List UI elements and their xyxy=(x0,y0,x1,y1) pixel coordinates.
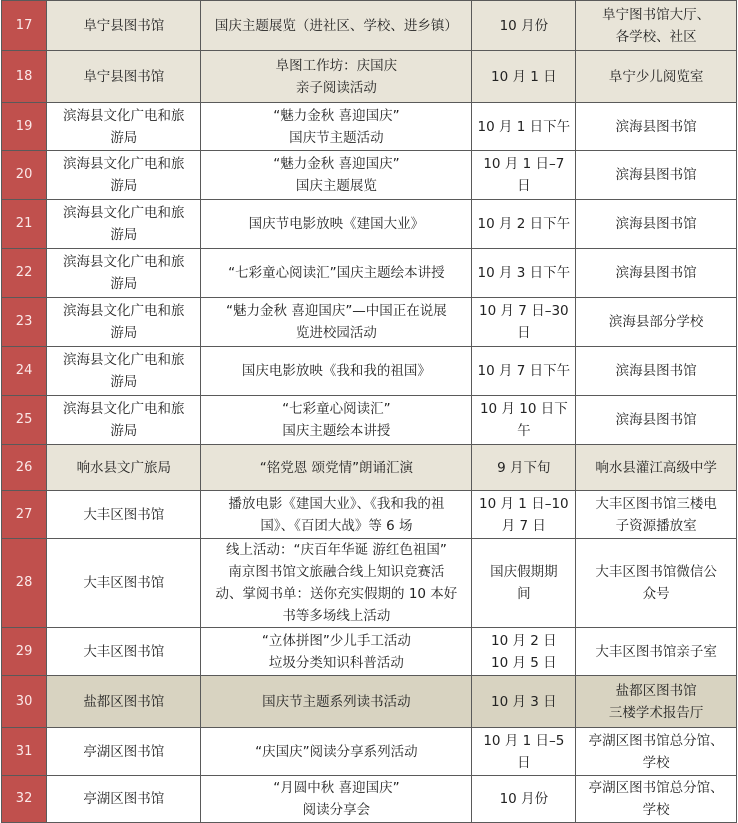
row-number: 29 xyxy=(2,628,47,676)
time-cell-line: 10 月 2 日 xyxy=(491,632,557,649)
row-number: 21 xyxy=(2,200,47,249)
time-cell xyxy=(472,676,576,728)
activity-cell-line: 亲子阅读活动 xyxy=(295,79,377,96)
venue-cell xyxy=(576,628,737,676)
table-row xyxy=(2,445,737,491)
organizer-cell xyxy=(47,539,201,628)
table-row xyxy=(2,628,737,676)
time-cell xyxy=(472,728,576,776)
table-row xyxy=(2,151,737,200)
time-cell xyxy=(472,776,576,823)
venue-cell-line: 三楼学术报告厅 xyxy=(608,704,704,721)
venue-cell xyxy=(576,539,737,628)
table-row xyxy=(2,51,737,103)
organizer-cell-line: 盐都区图书馆 xyxy=(83,693,165,710)
venue-cell-line: 子资源播放室 xyxy=(615,517,697,534)
time-cell-line: 国庆假期期 xyxy=(490,564,558,580)
activity-cell-line: 垃圾分类知识科普活动 xyxy=(268,654,404,671)
time-cell-line: 10 月 10 日下 xyxy=(479,401,568,417)
venue-cell-line: 响水县灌江高级中学 xyxy=(595,459,717,476)
activity-cell-line: 线上活动：“庆百年华诞 游红色祖国” xyxy=(226,542,447,558)
activity-cell xyxy=(201,539,472,628)
venue-cell-line: 众号 xyxy=(642,586,670,602)
organizer-cell-line: 阜宁县图书馆 xyxy=(83,17,165,34)
time-cell-line: 日 xyxy=(517,325,531,341)
activity-cell-line: “七彩童心阅读汇”国庆主题绘本讲授 xyxy=(228,265,445,281)
venue-cell xyxy=(576,151,737,200)
activity-cell-line: 国庆节主题系列读书活动 xyxy=(262,693,411,710)
organizer-cell xyxy=(47,445,201,491)
activity-cell xyxy=(201,51,472,103)
organizer-cell-line: 大丰区图书馆 xyxy=(83,506,165,523)
organizer-cell-line: 游局 xyxy=(110,374,138,390)
venue-cell xyxy=(576,728,737,776)
activity-cell-line: 国庆主题绘本讲授 xyxy=(282,423,391,439)
time-cell-line: 月 7 日 xyxy=(501,517,546,534)
row-number: 20 xyxy=(2,151,47,200)
time-cell-line: 间 xyxy=(517,586,531,602)
organizer-cell xyxy=(47,298,201,347)
events-table xyxy=(1,0,737,823)
organizer-cell-line: 大丰区图书馆 xyxy=(83,575,165,591)
time-cell-line: 10 月 7 日下午 xyxy=(477,363,571,379)
row-number: 19 xyxy=(2,103,47,151)
organizer-cell-line: 滨海县文化广电和旅 xyxy=(63,205,185,221)
time-cell-line: 10 月 1 日–7 xyxy=(483,156,565,172)
activity-cell xyxy=(201,396,472,445)
row-number: 18 xyxy=(2,51,47,103)
row-number: 26 xyxy=(2,445,47,491)
venue-cell-line: 阜宁少儿阅览室 xyxy=(608,68,704,85)
organizer-cell xyxy=(47,51,201,103)
activity-cell-line: “魅力金秋 喜迎国庆” xyxy=(273,156,400,172)
table-row xyxy=(2,676,737,728)
venue-cell-line: 滨海县图书馆 xyxy=(615,216,697,232)
venue-cell-line: 盐都区图书馆 xyxy=(615,682,697,699)
venue-cell xyxy=(576,347,737,396)
venue-cell-line: 学校 xyxy=(642,802,670,818)
venue-cell xyxy=(576,491,737,539)
row-number: 30 xyxy=(2,676,47,728)
activity-cell-line: “铭党恩 颂党情”朗诵汇演 xyxy=(259,459,414,476)
time-cell-line: 10 月 1 日下午 xyxy=(477,118,571,135)
organizer-cell-line: 滨海县文化广电和旅 xyxy=(63,107,185,124)
activity-cell-line: “魅力金秋 喜迎国庆”—中国正在说展 xyxy=(226,303,447,319)
time-cell-line: 10 月份 xyxy=(499,791,549,807)
activity-cell xyxy=(201,628,472,676)
time-cell xyxy=(472,51,576,103)
venue-cell-line: 滨海县图书馆 xyxy=(615,412,697,428)
table-row xyxy=(2,103,737,151)
time-cell-line: 10 月 1 日–10 xyxy=(479,495,569,512)
venue-cell xyxy=(576,1,737,51)
activity-cell-line: 南京图书馆文旅融合线上知识竞赛活 xyxy=(228,564,445,580)
time-cell xyxy=(472,491,576,539)
venue-cell xyxy=(576,298,737,347)
organizer-cell xyxy=(47,103,201,151)
activity-cell xyxy=(201,249,472,298)
organizer-cell xyxy=(47,728,201,776)
activity-cell-line: 播放电影《建国大业》、《我和我的祖 xyxy=(228,495,445,512)
row-number: 27 xyxy=(2,491,47,539)
time-cell-line: 10 月 1 日 xyxy=(491,68,557,85)
organizer-cell-line: 响水县文广旅局 xyxy=(76,459,172,476)
time-cell-line: 10 月 3 日下午 xyxy=(477,265,571,281)
activity-cell-line: 书等多场线上活动 xyxy=(282,608,391,624)
organizer-cell-line: 阜宁县图书馆 xyxy=(83,68,165,85)
organizer-cell-line: 滨海县文化广电和旅 xyxy=(63,352,185,368)
activity-cell-line: “月圆中秋 喜迎国庆” xyxy=(273,780,400,796)
time-cell-line: 10 月 1 日–5 xyxy=(483,732,565,749)
organizer-cell-line: 亭湖区图书馆 xyxy=(83,791,165,807)
organizer-cell-line: 游局 xyxy=(110,276,138,292)
organizer-cell-line: 游局 xyxy=(110,178,138,194)
row-number: 17 xyxy=(2,1,47,51)
organizer-cell-line: 游局 xyxy=(110,325,138,341)
activity-cell-line: 阜图工作坊：庆国庆 xyxy=(275,57,398,74)
activity-cell-line: “魅力金秋 喜迎国庆” xyxy=(273,107,400,124)
time-cell-line: 10 月 2 日下午 xyxy=(477,216,571,232)
time-cell xyxy=(472,249,576,298)
organizer-cell-line: 大丰区图书馆 xyxy=(83,643,165,660)
activity-cell-line: “庆国庆”阅读分享系列活动 xyxy=(255,743,418,760)
organizer-cell-line: 滨海县文化广电和旅 xyxy=(63,303,185,319)
venue-cell-line: 亭湖区图书馆总分馆、 xyxy=(588,732,724,749)
venue-cell-line: 亭湖区图书馆总分馆、 xyxy=(588,780,724,796)
time-cell xyxy=(472,103,576,151)
venue-cell-line: 滨海县图书馆 xyxy=(615,265,697,281)
row-number: 24 xyxy=(2,347,47,396)
activity-cell-line: 阅读分享会 xyxy=(302,802,371,818)
venue-cell-line: 各学校、社区 xyxy=(615,28,697,45)
time-cell xyxy=(472,298,576,347)
row-number: 22 xyxy=(2,249,47,298)
venue-cell-line: 滨海县图书馆 xyxy=(615,167,697,183)
venue-cell-line: 滨海县图书馆 xyxy=(615,118,697,135)
activity-cell xyxy=(201,347,472,396)
time-cell xyxy=(472,628,576,676)
activity-cell xyxy=(201,151,472,200)
organizer-cell-line: 游局 xyxy=(110,423,138,439)
activity-cell-line: 国庆电影放映《我和我的祖国》 xyxy=(241,363,431,379)
venue-cell xyxy=(576,249,737,298)
activity-cell-line: 国庆节电影放映《建国大业》 xyxy=(248,216,425,232)
row-number: 31 xyxy=(2,728,47,776)
organizer-cell-line: 滨海县文化广电和旅 xyxy=(63,401,185,417)
row-number: 23 xyxy=(2,298,47,347)
events-table-body xyxy=(2,1,737,823)
organizer-cell xyxy=(47,347,201,396)
organizer-cell xyxy=(47,776,201,823)
activity-cell xyxy=(201,776,472,823)
time-cell-line: 日 xyxy=(517,178,531,194)
row-number: 32 xyxy=(2,776,47,823)
table-row xyxy=(2,298,737,347)
venue-cell xyxy=(576,776,737,823)
venue-cell-line: 滨海县图书馆 xyxy=(615,363,697,379)
time-cell-line: 10 月 3 日 xyxy=(491,693,557,710)
time-cell-line: 10 月 7 日–30 xyxy=(479,303,569,319)
venue-cell xyxy=(576,676,737,728)
venue-cell-line: 大丰区图书馆微信公 xyxy=(595,564,717,580)
activity-cell xyxy=(201,298,472,347)
row-number: 25 xyxy=(2,396,47,445)
activity-cell xyxy=(201,200,472,249)
organizer-cell xyxy=(47,1,201,51)
table-row xyxy=(2,249,737,298)
organizer-cell xyxy=(47,491,201,539)
activity-cell xyxy=(201,103,472,151)
row-number: 28 xyxy=(2,539,47,628)
table-row xyxy=(2,1,737,51)
venue-cell xyxy=(576,396,737,445)
activity-cell-line: 国庆节主题活动 xyxy=(289,129,384,146)
venue-cell-line: 滨海县部分学校 xyxy=(608,314,704,330)
time-cell-line: 日 xyxy=(517,754,531,771)
venue-cell xyxy=(576,200,737,249)
activity-cell-line: 国庆主题展览 xyxy=(295,178,377,194)
venue-cell-line: 大丰区图书馆亲子室 xyxy=(595,643,717,660)
activity-cell xyxy=(201,1,472,51)
venue-cell-line: 阜宁图书馆大厅、 xyxy=(602,6,711,23)
time-cell xyxy=(472,539,576,628)
time-cell xyxy=(472,396,576,445)
time-cell-line: 10 月 5 日 xyxy=(491,654,557,671)
organizer-cell xyxy=(47,249,201,298)
time-cell xyxy=(472,347,576,396)
organizer-cell-line: 游局 xyxy=(110,227,138,243)
organizer-cell-line: 滨海县文化广电和旅 xyxy=(63,254,185,270)
organizer-cell xyxy=(47,396,201,445)
activity-cell xyxy=(201,445,472,491)
venue-cell-line: 大丰区图书馆三楼电 xyxy=(595,495,717,512)
table-row xyxy=(2,200,737,249)
venue-cell xyxy=(576,51,737,103)
activity-cell xyxy=(201,676,472,728)
time-cell xyxy=(472,1,576,51)
organizer-cell-line: 游局 xyxy=(110,129,138,146)
table-row xyxy=(2,347,737,396)
time-cell-line: 9 月下旬 xyxy=(497,459,551,476)
table-row xyxy=(2,728,737,776)
organizer-cell xyxy=(47,628,201,676)
table-row xyxy=(2,396,737,445)
time-cell xyxy=(472,151,576,200)
activity-cell-line: 览进校园活动 xyxy=(295,325,377,341)
venue-cell-line: 学校 xyxy=(642,754,670,771)
organizer-cell-line: 亭湖区图书馆 xyxy=(83,743,165,760)
activity-cell-line: 国》、《百团大战》等 6 场 xyxy=(260,517,413,534)
table-row xyxy=(2,491,737,539)
organizer-cell xyxy=(47,200,201,249)
time-cell-line: 10 月份 xyxy=(499,17,549,34)
activity-cell-line: “七彩童心阅读汇” xyxy=(282,401,391,417)
table-row xyxy=(2,539,737,628)
organizer-cell xyxy=(47,151,201,200)
activity-cell-line: “立体拼图”少儿手工活动 xyxy=(261,632,411,649)
activity-cell-line: 动、掌阅书单：送你充实假期的 10 本好 xyxy=(215,586,458,602)
table-row xyxy=(2,776,737,823)
activity-cell xyxy=(201,728,472,776)
venue-cell xyxy=(576,445,737,491)
time-cell-line: 午 xyxy=(517,423,531,439)
venue-cell xyxy=(576,103,737,151)
organizer-cell xyxy=(47,676,201,728)
time-cell xyxy=(472,200,576,249)
activity-cell-line: 国庆主题展览（进社区、学校、进乡镇） xyxy=(214,17,458,34)
time-cell xyxy=(472,445,576,491)
organizer-cell-line: 滨海县文化广电和旅 xyxy=(63,156,185,172)
activity-cell xyxy=(201,491,472,539)
